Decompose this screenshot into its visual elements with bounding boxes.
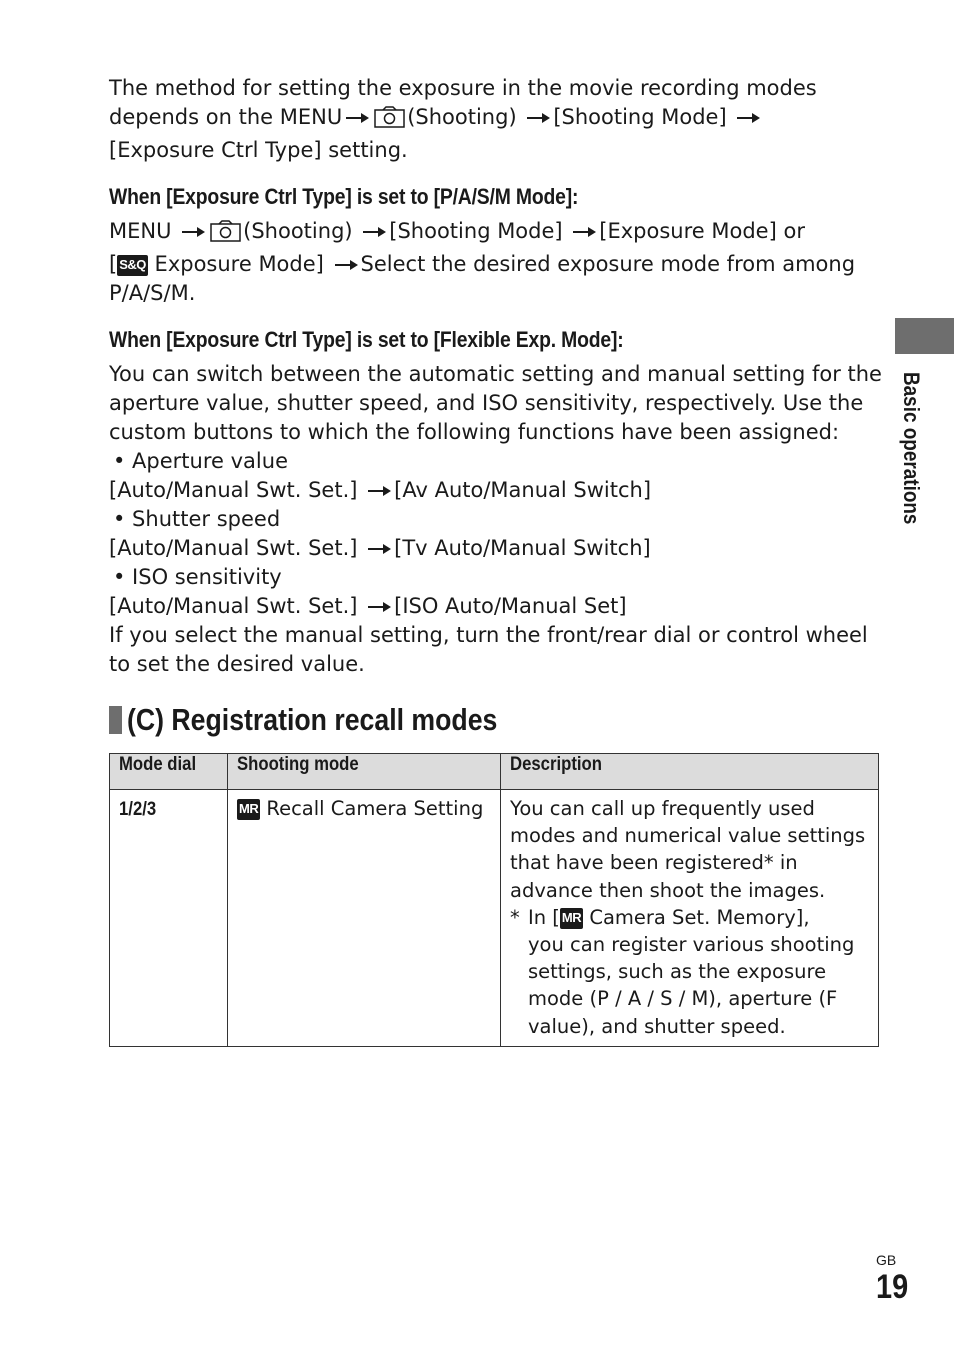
- footnote-line: In [ MR Camera Set. Memory],: [528, 905, 810, 929]
- path-text: [Auto/Manual Swt. Set.]: [109, 594, 358, 618]
- footnote-marker: *: [510, 905, 520, 929]
- psam-text: Select the desired exposure mode from among: [360, 252, 856, 276]
- path-text: [Av Auto/Manual Switch]: [394, 478, 652, 502]
- intro-line-3: [Exposure Ctrl Type] setting.: [109, 138, 408, 162]
- arrow-right-icon: [366, 592, 392, 621]
- psam-line-1: [109, 217, 879, 250]
- bullet-aperture: • Aperture value: [113, 449, 288, 473]
- arrow-right-icon: [366, 534, 392, 563]
- mode-dial-value: 1/2/3: [119, 799, 157, 820]
- desc-line: advance then shoot the images.: [510, 878, 826, 902]
- section-title: [109, 700, 558, 740]
- section-title-bar: [109, 706, 122, 734]
- intro-text: depends on the MENU: [109, 105, 343, 129]
- intro-text: (Shooting): [407, 105, 517, 129]
- page-number: 19: [876, 1268, 909, 1306]
- psam-line-2: [109, 250, 879, 279]
- shooting-mode-text: Recall Camera Setting: [260, 797, 484, 820]
- arrow-right-icon: [361, 217, 387, 246]
- psam-text: (Shooting): [243, 219, 353, 243]
- registration-recall-table: [109, 753, 879, 1047]
- psam-text: Exposure Mode]: [147, 252, 324, 276]
- footnote-line: settings, such as the exposure: [528, 960, 827, 984]
- footnote-line: value), and shutter speed.: [528, 1014, 786, 1038]
- path-text: [Auto/Manual Swt. Set.]: [109, 536, 358, 560]
- path-text: [Tv Auto/Manual Switch]: [394, 536, 651, 560]
- arrow-right-icon: [571, 217, 597, 246]
- intro-text: [Shooting Mode]: [553, 105, 727, 129]
- bullet-iso: • ISO sensitivity: [113, 565, 282, 589]
- camera-icon: [210, 220, 241, 250]
- region-code: GB: [876, 1252, 897, 1268]
- desc-line: You can call up frequently used: [510, 797, 815, 820]
- intro-line-1: The method for setting the exposure in the movie recording modes: [109, 76, 817, 100]
- section-title-text: (C) Registration recall modes: [127, 702, 498, 737]
- flex-para-2: aperture value, shutter speed, and ISO sensitivity, respectively. Use the: [109, 391, 864, 415]
- flex-para-3: custom buttons to which the following functions have been assigned:: [109, 420, 840, 444]
- arrow-right-icon: [333, 250, 359, 279]
- arrow-right-icon: [525, 103, 551, 132]
- col-header-mode-dial: Mode dial: [110, 754, 228, 790]
- path-aperture: [109, 476, 879, 505]
- psam-text: [Shooting Mode]: [389, 219, 563, 243]
- arrow-right-icon: [344, 103, 370, 132]
- desc-line: that have been registered* in: [510, 851, 798, 875]
- psam-line-3: P/A/S/M.: [109, 281, 196, 305]
- path-shutter: [109, 534, 879, 563]
- footnote-line: you can register various shooting: [528, 933, 855, 957]
- side-tab-marker: [895, 318, 954, 354]
- col-header-shooting-mode: Shooting mode: [228, 754, 501, 790]
- memory-recall-icon: MR: [237, 799, 260, 820]
- memory-recall-icon: MR: [560, 908, 583, 929]
- side-section-label: [894, 372, 928, 547]
- desc-line: modes and numerical value settings: [510, 824, 866, 848]
- intro-line-2: [109, 103, 879, 136]
- path-text: [Auto/Manual Swt. Set.]: [109, 478, 358, 502]
- bullet-shutter: • Shutter speed: [113, 507, 281, 531]
- arrow-right-icon: [366, 476, 392, 505]
- path-iso: [109, 592, 879, 621]
- cell-description: [501, 790, 879, 1047]
- cell-shooting-mode: [228, 790, 501, 1047]
- slow-quick-icon: S&Q: [117, 255, 148, 276]
- arrow-right-icon: [735, 103, 761, 132]
- heading-flexible-exp-mode: When [Exposure Ctrl Type] is set to [Flexible Exp. Mode]:: [109, 327, 624, 352]
- col-header-description: Description: [501, 754, 879, 790]
- heading-psam-mode: When [Exposure Ctrl Type] is set to [P/A/S/M Mode]:: [109, 184, 579, 209]
- table-row: [110, 790, 879, 1047]
- flex-para-1: You can switch between the automatic setting and manual setting for the: [109, 362, 882, 386]
- footnote-line: mode (P / A / S / M), aperture (F: [528, 987, 838, 1011]
- cell-mode-dial: [110, 790, 228, 1047]
- page-body: [109, 74, 882, 679]
- table-header-row: [110, 754, 879, 790]
- camera-icon: [374, 106, 405, 136]
- psam-text: MENU: [109, 219, 172, 243]
- psam-text: [: [109, 252, 118, 276]
- flex-footer-2: to set the desired value.: [109, 652, 365, 676]
- footnote: [510, 904, 869, 1040]
- psam-text: [Exposure Mode] or: [599, 219, 805, 243]
- path-text: [ISO Auto/Manual Set]: [394, 594, 627, 618]
- flex-footer-1: If you select the manual setting, turn the front/rear dial or control wheel: [109, 623, 868, 647]
- side-label-text: Basic operations: [899, 372, 924, 525]
- arrow-right-icon: [180, 217, 206, 246]
